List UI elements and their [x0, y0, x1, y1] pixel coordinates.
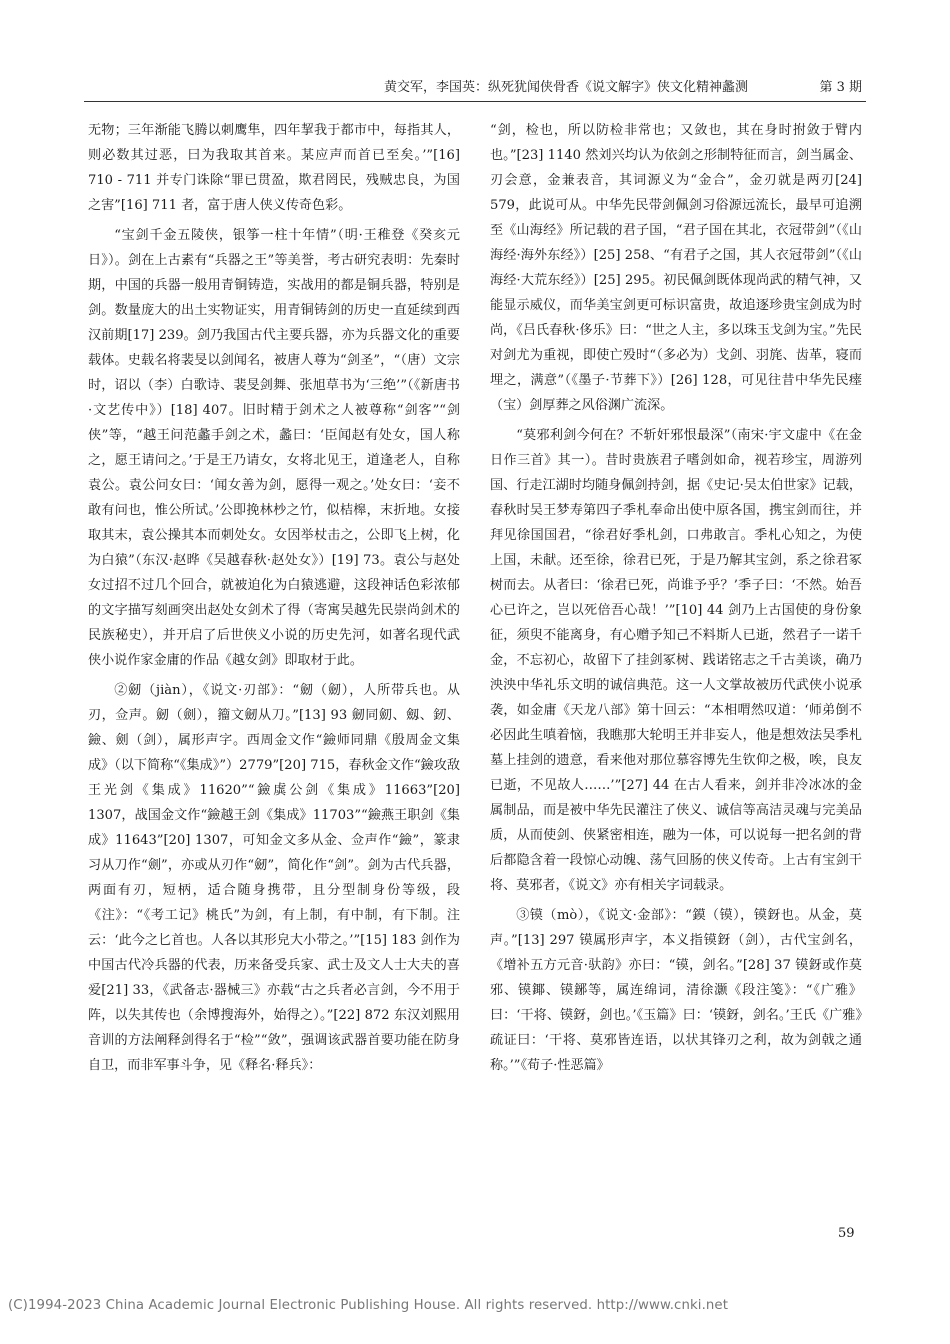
left-paragraph-1: 无物；三年渐能飞腾以刺鹰隼，四年挈我于都市中，每指其人，则必数其过恶，曰为我取其首来。某应声而首已至矣。’”[16] 710 - 711 并专门诛除“罪已贯盈，欺君罔民，残贼忠良，为国之害”[16] 711 者，富于唐人侠义传奇色彩。: [88, 123, 460, 213]
running-header-title: 黄交军，李国英：纵死犹闻侠骨香《说文解字》侠文化精神蠡测: [383, 80, 748, 95]
right-paragraph-2: “莫邪利剑今何在？不斩奸邪恨最深”（南宋·宇文虚中《在金日作三首》其一）。昔时贵族君子嗜剑如命，视若珍宝，周游列国、行走江湖时均随身佩剑持剑，据《史记·吴太伯世家》记载，春秋时吴王梦寿第四子季札奉命出使中原各国，携宝剑而往，并拜见徐国国君，“徐君好季札剑，口弗敢言。季札心知之，为使上国，未献。还至徐，徐君已死，于是乃解其宝剑，系之徐君冢树而去。从者曰：‘徐君已死，尚谁予乎？’季子曰：‘不然。始吾心已许之，岂以死倍吾心哉！’”[10] 44 剑乃上古国使的身份象征，须臾不能离身，有心赠予知己不料斯人已逝，然君子一诺千金，不忘初心，故留下了挂剑冢树、践诺铭志之千古美谈，确乃泱泱中华礼乐文明的诚信典范。这一人文掌故被历代武侠小说承袭，如金庸《天龙八部》第十回云：“本相喟然叹道：‘师弟倒不必因此生嗔着恼，我瞧那大轮明王并非妄人，他是想效法吴季札墓上挂剑的遗意，看来他对那位慕容博先生钦仰之极，唉，良友已逝，不见故人……’”[27] 44 在古人看来，剑并非冷冰冰的金属制品，而是被中华先民灌注了侠义、诚信等高洁灵魂与完美品质，从而使剑、侠紧密相连，融为一体，可以说每一把名剑的背后都隐含着一段惊心动魄、荡气回肠的侠义传奇。上古有宝剑干将、莫邪者，《说文》亦有相关字词载录。: [490, 428, 862, 893]
right-column: [490, 118, 862, 1208]
copyright-footer: (C)1994-2023 China Academic Journal Electronic Publishing House. All rights reserved. http://www.cnki.net: [8, 1298, 729, 1313]
left-column: [88, 118, 460, 1208]
left-paragraph-3: ②劒（jiàn），《说文·刃部》：“劒（劒），人所带兵也。从刃，佥声。劒（劍），籀文劒从刀。”[13] 93 劒同劎、劔、釰、鐱、劍（剑），属形声字。西周金文作“鐱师同鼎《殷周金文集成》（以下简称“《集成》”）2779”[20] 715，春秋金文作“鐱攻敌王光剑《集成》11620”“鐱虡公剑《集成》11663”[20] 1307，战国金文作“鐱越王剑《集成》11703”“鐱燕王职剑《集成》11643”[20] 1307，可知金文多从金、佥声作“鐱”，篆隶习从刀作“劍”，亦或从刃作“劒”，简化作“剑”。剑为古代兵器，两面有刃，短柄，适合随身携带，且分型制身份等级，段《注》：“《考工记》桃氏”为剑，有上制，有中制，有下制。注云：‘此今之匕首也。人各以其形皃大小带之。’”[15] 183 剑作为中国古代冷兵器的代表，历来备受兵家、武士及文人士大夫的喜爱[21] 33，《武备志·器械三》亦载“古之兵者必言剑，今不用于阵，以失其传也（余博搜海外，始得之）。”[22] 872 东汉刘熙用音训的方法阐释剑得名于“检”“敛”，强调该武器首要功能在防身自卫，而非军事斗争，见《释名·释兵》：: [88, 683, 460, 1073]
running-header-issue: 第 3 期: [819, 80, 862, 95]
left-paragraph-2: “宝剑千金五陵侠，银筝一柱十年情”（明·王稚登《癸亥元日》）。剑在上古素有“兵器之王”等美誉，考古研究表明：先秦时期，中国的兵器一般用青铜铸造，实战用的都是铜兵器，特别是剑。数量庞大的出土实物证实，用青铜铸剑的历史一直延续到西汉前期[17] 239。剑乃我国古代主要兵器，亦为兵器文化的重要载体。史载名将裴旻以剑闻名，被唐人尊为“剑圣”，“（唐）文宗时，诏以（李）白歌诗、裴旻剑舞、张旭草书为‘三绝’”（《新唐书·文艺传中》）[18] 407。旧时精于剑术之人被尊称“剑客”“剑侠”等，“越王问范蠡手剑之术，蠡曰：‘臣闻赵有处女，国人称之，愿王请问之。’于是王乃请女，女将北见王，道逢老人，自称袁公。袁公问女曰：‘闻女善为剑，愿得一观之。’处女曰：‘妾不敢有问也，惟公所试。’公即挽林杪之竹，似桔槔，末折地。女接取其末，袁公操其本而刺处女。女因举杖击之，公即飞上树，化为白猿”（东汉·赵晔《吴越春秋·赵处女》）[19] 73。袁公与赵处女过招不过几个回合，就被迫化为白猿逃避，这段神话色彩浓郁的文字描写刻画突出赵处女剑术了得（寄寓吴越先民崇尚剑术的民族秘史），并开启了后世侠义小说的历史先河，如著名现代武侠小说作家金庸的作品《越女剑》即取材于此。: [88, 228, 460, 668]
right-paragraph-1: “剑，检也，所以防检非常也；又敛也，其在身时拊敛于臂内也。”[23] 1140 然刘兴均认为依剑之形制特征而言，剑当属金、刃会意，金兼表音，其词源义为“金合”，金刃就是两刃[24] 579，此说可从。中华先民带剑佩剑习俗源远流长，最早可追溯至《山海经》所记载的君子国，“君子国在其北，衣冠带剑”（《山海经·海外东经》）[25] 258、“有君子之国，其人衣冠带剑”（《山海经·大荒东经》）[25] 295。初民佩剑既体现尚武的精气神，又能显示威仪，而华美宝剑更可标识富贵，故追逐珍贵宝剑成为时尚，《吕氏春秋·侈乐》曰：“世之人主，多以珠玉戈剑为宝。”先民对剑尤为重视，即使亡殁时“（多必为）戈剑、羽旄、齿革，寝而埋之，满意”（《墨子·节葬下》）[26] 128，可见往昔中华先民瘗（宝）剑厚葬之风俗渊广流深。: [490, 123, 862, 413]
page-number: 59: [838, 1226, 855, 1241]
running-header: [84, 78, 866, 102]
right-paragraph-3: ③镆（mò），《说文·金部》：“鏌（镆），镆釾也。从金，莫声。”[13] 297 镆属形声字，本义指镆釾（剑），古代宝剑名，《增补五方元音·驮韵》亦曰：“镆，剑名。”[28] 37 镆釾或作莫邪、镆鎁、镆鋣等，属连绵词，清徐灏《段注笺》：“《广雅》曰：‘干将、镆釾，剑也。’《玉篇》曰：‘镆釾，剑名。’王氏《广雅》疏证曰：‘干将、莫邪皆连语，以状其锋刃之利，故为剑戟之通称。’”《荀子·性恶篇》: [490, 908, 862, 1073]
